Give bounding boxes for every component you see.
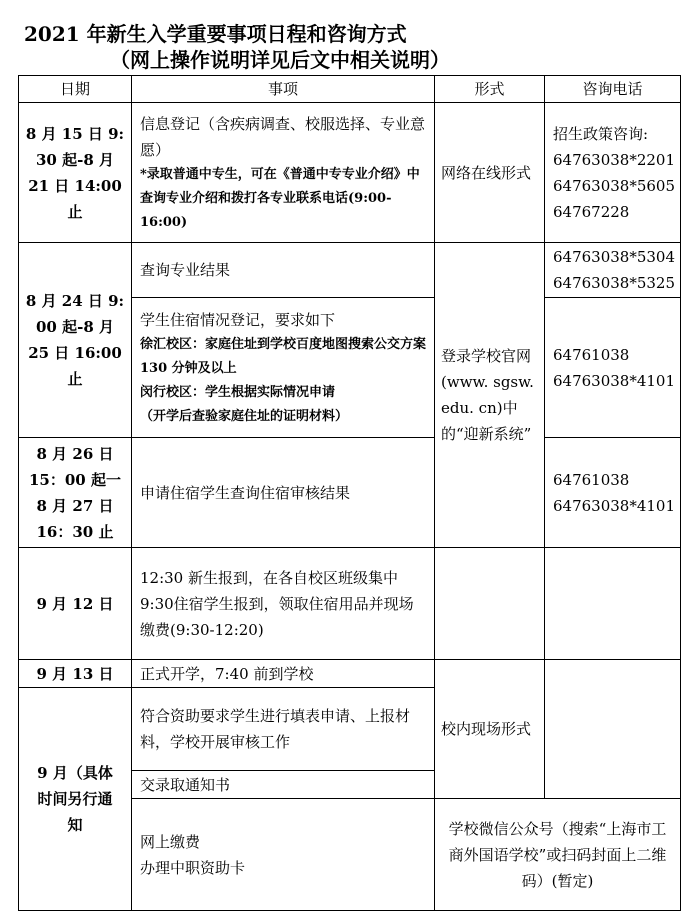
header-phone: 咨询电话 (545, 76, 681, 103)
header-date: 日期 (19, 76, 132, 103)
form-cell: 登录学校官网(www. sgsw. edu. cn)中的“迎新系统” (435, 243, 545, 548)
item-cell: 正式开学，7:40 前到学校 (132, 660, 435, 688)
item-cell: 交录取通知书 (132, 771, 435, 799)
phone-cell (545, 660, 681, 799)
date-cell: 9 月（具体 时间另行通 知 (19, 688, 132, 911)
phone-cell: 64763038*5304 64763038*5325 (545, 243, 681, 298)
date-cell: 8 月 26 日 15：00 起一 8 月 27 日 16：30 止 (19, 438, 132, 548)
phone-cell: 招生政策咨询: 64763038*2201 64763038*5605 64767228 (545, 103, 681, 243)
form-cell (435, 548, 545, 660)
item-cell: 符合资助要求学生进行填表申请、上报材料，学校开展审核工作 (132, 688, 435, 771)
schedule-table (18, 75, 681, 911)
date-cell: 8 月 15 日 9: 30 起-8 月 21 日 14:00 止 (19, 103, 132, 243)
item-cell: 网上缴费 办理中职资助卡 (132, 799, 435, 911)
document-subtitle: （网上操作说明详见后文中相关说明） (110, 48, 450, 72)
phone-cell: 64761038 64763038*4101 (545, 298, 681, 438)
header-item: 事项 (132, 76, 435, 103)
item-cell: 学生住宿情况登记，要求如下 徐汇校区：家庭住址到学校百度地图搜索公交方案 130 分钟及以上 闵行校区：学生根据实际情况申请 （开学后查验家庭住址的证明材料） (132, 298, 435, 438)
form-cell: 网络在线形式 (435, 103, 545, 243)
date-cell: 9 月 12 日 (19, 548, 132, 660)
header-form: 形式 (435, 76, 545, 103)
item-cell: 12:30 新生报到，在各自校区班级集中 9:30住宿学生报到，领取住宿用品并现场缴费(9:30-12:20) (132, 548, 435, 660)
phone-cell (545, 548, 681, 660)
date-cell: 9 月 13 日 (19, 660, 132, 688)
wechat-cell: 学校微信公众号（搜索“上海市工商外国语学校”或扫码封面上二维码）(暂定) (435, 799, 681, 911)
item-cell: 申请住宿学生查询住宿审核结果 (132, 438, 435, 548)
date-cell: 8 月 24 日 9: 00 起-8 月 25 日 16:00 止 (19, 243, 132, 438)
item-cell: 信息登记（含疾病调查、校服选择、专业意愿） *录取普通中专生，可在《普通中专专业介绍》中查询专业介绍和拨打各专业联系电话(9:00-16:00) (132, 103, 435, 243)
form-cell: 校内现场形式 (435, 660, 545, 799)
item-note: *录取普通中专生，可在《普通中专专业介绍》中查询专业介绍和拨打各专业联系电话(9:00-16:00) (140, 166, 420, 230)
phone-cell: 64761038 64763038*4101 (545, 438, 681, 548)
document-title: 2021 年新生入学重要事项日程和咨询方式 (24, 22, 407, 46)
item-cell: 查询专业结果 (132, 243, 435, 298)
